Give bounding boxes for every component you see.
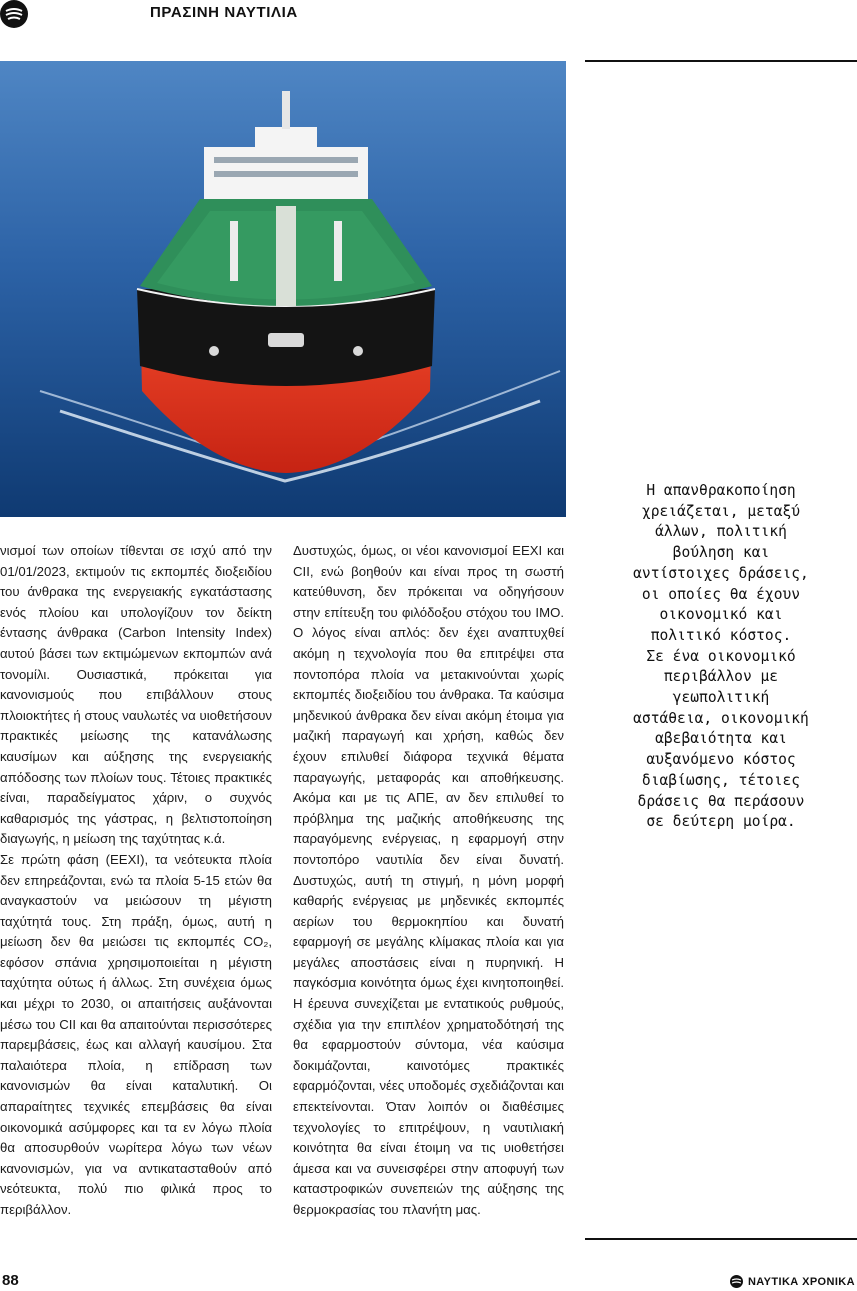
quote-line: πολιτικό κόστος. <box>650 626 792 644</box>
paragraph: Σε πρώτη φάση (EEXI), τα νεότευκτα πλοία δεν επηρεάζονται, ενώ τα πλοία 5-15 ετών θα αναγκαστούν να μειώσουν τη μέγιστη ταχύτητά τους. Στη πράξη, όμως, αυτή η μείωση δεν θα μειώσει τις εκπομπές CO₂, εφόσον σπάνια χρησιμοποιείται η μέγιστη ταχύτητα ούτως ή άλλως. Στη συνέχεια όμως και μέχρι το 2030, οι απαιτήσεις αυξάνονται μέσω του CII και θα απαιτούνται περισσότερες παρεμβάσεις, έως και αλλαγή καυσίμου. Στα παλαιότερα πλοία, η επίδραση των κανονισμών θα είναι καταλυτική. Οι απαραίτητες τεχνικές επεμβάσεις θα είναι οικονομικά ασύμφορες και τα εν λόγω πλοία θα αποσυρθούν νωρίτερα λόγω των νέων κανονισμών, για να αντικατασταθούν από νεότευκτα, πολύ πιο φιλικά προς το περιβάλλον. <box>0 851 272 1217</box>
section-title: ΠΡΑΣΙΝΗ ΝΑΥΤΙΛΙΑ <box>150 4 298 21</box>
quote-line: γεωπολιτική <box>672 689 770 707</box>
top-rule <box>585 60 857 62</box>
paragraph: Δυστυχώς, όμως, οι νέοι κανονισμοί EEXI και CII, ενώ βοηθούν και είναι προς τη σωστή κατεύθυνση, δεν πρόκειται να οδηγήσουν στην επίτευξη του φιλόδοξου στόχου του IMO. Ο λόγος είναι απλός: δεν έχει αναπτυχθεί ακόμη η τεχνολογία που θα επιτρέψει στα ποντοπόρα πλοία να μετακινούνται χωρίς εκπομπές διοξειδίου του άνθρακα. Τα καύσιμα μηδενικού άνθρακα δεν είναι ακόμη έτοιμα για μαζική παραγωγή και χρήση, καθώς δεν έχουν επιλυθεί διάφορα τεχνικά θέματα παραγωγής, μεταφοράς και αποθήκευσης. Ακόμα και με τις ΑΠΕ, αν δεν επιλυθεί το πρόβλημα της μαζικής αποθήκευσης της παραγόμενης ενέργειας, η εφαρμογή στην ποντοπόρο ναυτιλία δεν είναι δυνατή. Δυστυχώς, αυτή τη στιγμή, η μόνη μορφή καθαρής ενέργειας με μηδενικές εκπομπές αερίων του θερμοκηπίου και δυνατή εφαρμογή σε μεγάλης κλίμακας πλοία και για μεγάλες αποστάσεις είναι η πυρηνική. Η παγκόσμια κοινότητα όμως έχει κινητοποιηθεί. Η έρευνα συνεχίζεται με εντατικούς ρυθμούς, σχέδια για την επιπλέον χρηματοδότησή της θα εφαρμοστούν σύντομα, νέα καύσιμα δοκιμάζονται, καινοτόμες πρακτικές εφαρμόζονται, νέες υποδομές σχεδιάζονται και επεκτείνονται. Όταν λοιπόν οι διαθέσιμες τεχνολογίες το επιτρέψουν, η ναυτιλιακή κοινότητα θα είναι έτοιμη να τις υιοθετήσει άμεσα και να συνεισφέρει στην αποφυγή των καταστροφικών συνεπειών της αύξησης της θερμοκρασίας του πλανήτη μας. <box>293 543 564 1217</box>
article-column-middle <box>293 541 564 1221</box>
bottom-rule <box>585 1238 857 1240</box>
pull-quote <box>590 481 852 833</box>
paragraph: νισμοί των οποίων τίθενται σε ισχύ από την 01/01/2023, εκτιμούν τις εκπομπές διοξειδίου του άνθρακα της ενεργειακής εγκατάστασης ενός πλοίου και υπολογίζουν τον δείκτη έντασης άνθρακα (Carbon Intensity Index) αυτού βάσει των εκτιμώμενων εκπομπών ανά τονομίλι. Ουσιαστικά, πρόκειται για κανονισμούς που επιβάλλουν στους πλοιοκτήτες ή στους ναυλωτές να υιοθετήσουν πρακτικές μείωσης της κατανάλωσης καυσίμων και αύξησης της ενεργειακής απόδοσης των πλοίων τους. Τέτοιες πρακτικές είναι, παραδείγματος χάριν, ο συχνός καθαρισμός της γάστρας, η βελτιστοποίηση διαγωγής, η μείωση της ταχύτητας κ.ά. <box>0 543 272 847</box>
tanker-photo <box>0 61 566 517</box>
magazine-logo-icon <box>0 0 28 28</box>
quote-line: χρειάζεται, μεταξύ <box>641 502 801 520</box>
quote-line: δράσεις θα περάσουν <box>637 792 805 810</box>
page-number: 88 <box>2 1272 19 1289</box>
quote-line: αστάθεια, οικονομική <box>633 709 809 727</box>
quote-line: σε δεύτερη μοίρα. <box>646 813 796 831</box>
quote-line: οι οποίες θα έχουν <box>641 585 801 603</box>
quote-line: αντίστοιχες δράσεις, <box>633 564 809 582</box>
quote-line: αυξανόμενο κόστος <box>646 751 796 769</box>
quote-line: Η απανθρακοποίηση <box>646 482 796 499</box>
quote-line: βούληση και <box>672 544 770 562</box>
publication-logo-icon <box>730 1275 743 1288</box>
quote-line: αβεβαιότητα και <box>655 730 787 748</box>
publication-brand <box>730 1275 855 1288</box>
quote-line: οικονομικό και <box>659 606 783 624</box>
publication-name: ΝΑΥΤΙΚΑ ΧΡΟΝΙΚΑ <box>747 1275 855 1288</box>
quote-line: άλλων, πολιτική <box>655 523 787 541</box>
quote-line: διαβίωσης, τέτοιες <box>641 771 801 789</box>
article-column-left <box>0 541 272 1221</box>
quote-line: περιβάλλον με <box>663 668 779 686</box>
quote-line: Σε ένα οικονομικό <box>646 647 796 665</box>
